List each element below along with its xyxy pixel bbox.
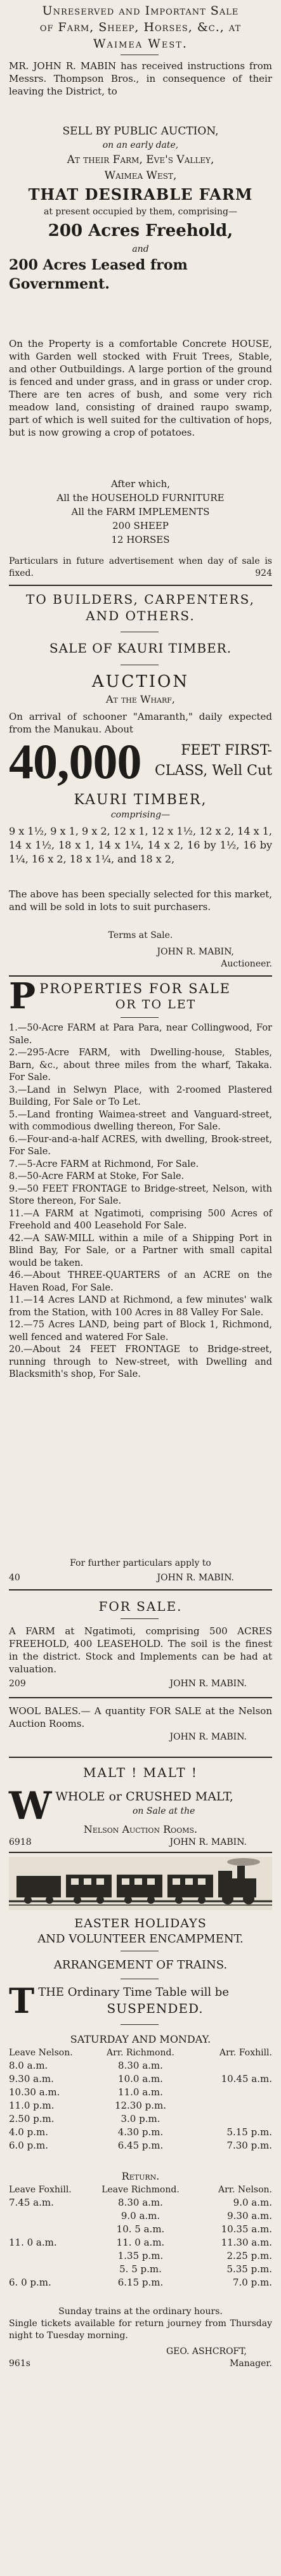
table-row bbox=[9, 2059, 272, 2072]
table-cell: 11. 0 a.m. bbox=[116, 2237, 165, 2248]
malt-line-2: on Sale at the bbox=[132, 1806, 195, 1816]
drop-cap: P bbox=[9, 975, 36, 1017]
table-cell: 11. 0 a.m. bbox=[9, 2237, 57, 2248]
builders-heading: TO BUILDERS, CARPENTERS, AND OTHERS. bbox=[26, 592, 255, 623]
malt-title: MALT ! MALT ! bbox=[83, 1765, 198, 1780]
properties-footer bbox=[9, 1558, 272, 1584]
table-cell: 2.50 p.m. bbox=[9, 2113, 55, 2124]
table-cell: 7.45 a.m. bbox=[9, 2197, 54, 2208]
table-row bbox=[9, 2263, 272, 2276]
table-cell: 11.0 a.m. bbox=[118, 2086, 163, 2098]
col-header: Arr. Richmond. bbox=[107, 2048, 174, 2058]
table-row bbox=[9, 2112, 272, 2126]
further-line: For further particulars apply to bbox=[70, 1558, 211, 1568]
forsale-heading bbox=[9, 1598, 272, 1615]
kauri-arrival bbox=[9, 710, 272, 736]
table-cell bbox=[185, 2099, 272, 2112]
arrival-text: On arrival of schooner "Amaranth," daily expected from the Manukau. About bbox=[9, 711, 272, 735]
list-item: 5.—Land fronting Waimea-street and Vanguard-street, with commodious dwelling thereon, For Sale. bbox=[9, 1109, 272, 1132]
kauri-sizes bbox=[9, 824, 272, 866]
list-item: 42.—A SAW-MILL within a mile of a Shipping Port in Blind Bay, For Sale, or a Partner with small capital would be taken. bbox=[9, 1233, 272, 1268]
agent-name: JOHN R. MABIN. bbox=[169, 1679, 247, 1689]
sale-lots bbox=[9, 477, 272, 547]
quantity-number: 40,000 bbox=[9, 734, 141, 789]
table-row bbox=[9, 2249, 272, 2263]
table-row bbox=[9, 2139, 272, 2152]
list-item: 11.—14 Acres LAND at Richmond, a few minutes' walk from the Station, with 100 Acres in 88 Valley For Sale. bbox=[9, 1295, 272, 1318]
kauri-quantity bbox=[9, 734, 272, 789]
table-row bbox=[9, 2086, 272, 2099]
table-cell: 2.25 p.m. bbox=[226, 2250, 272, 2261]
properties-list bbox=[9, 1022, 272, 1381]
trains-title: ARRANGEMENT OF TRAINS. bbox=[53, 1958, 228, 1972]
col-header: Leave Foxhill. bbox=[9, 2185, 72, 2195]
list-item: 1.—50-Acre FARM at Para Para, near Collingwood, For Sale. bbox=[9, 1023, 272, 1046]
days-heading: SATURDAY AND MONDAY. bbox=[70, 2033, 211, 2045]
table-row bbox=[9, 2072, 272, 2086]
property-desc bbox=[9, 337, 272, 439]
return-heading: Return. bbox=[121, 2170, 160, 2182]
kauri-timber bbox=[9, 791, 272, 821]
kauri-above bbox=[9, 888, 272, 913]
table-row bbox=[9, 2276, 272, 2289]
trains-heading bbox=[9, 1957, 272, 1974]
table-cell bbox=[185, 2112, 272, 2126]
table-cell: 9.30 a.m. bbox=[227, 2210, 272, 2221]
implements-line: All the FARM IMPLEMENTS bbox=[71, 506, 210, 517]
malt-line-3: Nelson Auction Rooms. bbox=[83, 1823, 198, 1835]
comprising-line: comprising— bbox=[110, 810, 171, 820]
divider bbox=[9, 1757, 272, 1758]
ref-number: 6918 bbox=[9, 1837, 32, 1847]
heading-line-2: of Farm, Sheep, Horses, &c., at bbox=[39, 20, 242, 34]
place-line: Waimea West, bbox=[104, 169, 177, 182]
list-item: 3.—Land in Selwyn Place, with 2-roomed Plastered Building, For Sale or To Let. bbox=[9, 1084, 272, 1107]
after-line: After which, bbox=[110, 478, 171, 490]
list-item: 7.—5-Acre FARM at Richmond, For Sale. bbox=[9, 1159, 199, 1169]
kauri-signature bbox=[9, 946, 272, 970]
heading-line-3: Waimea West. bbox=[93, 37, 188, 51]
col-header: Arr. Foxhill. bbox=[219, 2048, 272, 2058]
ref-number: 924 bbox=[255, 568, 272, 578]
list-item: 6.—Four-and-a-half ACRES, with dwelling, Brook-street, For Sale. bbox=[9, 1134, 272, 1157]
wool-text: WOOL BALES.— A quantity FOR SALE at the Nelson Auction Rooms. bbox=[9, 1705, 272, 1729]
list-item: 9.—50 FEET FRONTAGE to Bridge-street, Nelson, with Store thereon, For Sale. bbox=[9, 1183, 272, 1206]
table-cell: 6.45 p.m. bbox=[117, 2140, 164, 2151]
table-cell bbox=[9, 2263, 96, 2276]
properties-header bbox=[9, 975, 272, 1017]
table-cell: 7.0 p.m. bbox=[232, 2277, 272, 2288]
col-header: Leave Richmond. bbox=[101, 2185, 180, 2195]
occupied-line: at present occupied by them, comprising— bbox=[44, 207, 237, 217]
agent-name: JOHN R. MABIN. bbox=[157, 1573, 234, 1583]
malt-heading bbox=[9, 1764, 272, 1781]
forsale-body bbox=[9, 1625, 272, 1690]
sheep-line: 200 SHEEP bbox=[112, 520, 169, 531]
timetable-return bbox=[9, 2169, 272, 2289]
table-cell: 5.35 p.m. bbox=[226, 2263, 272, 2275]
timetable-outbound bbox=[9, 2032, 272, 2152]
table-cell: 10.35 a.m. bbox=[221, 2223, 272, 2235]
sizes-text: 9 x 1½, 9 x 1, 9 x 2, 12 x 1, 12 x 1½, 12 x 2, 14 x 1, 14 x 1½, 18 x 1, 14 x 1¼, 14 x 2, 16 by 1½, 16 by 1¼, 16 x 2, 18 x 1¼, and 18 x 2, bbox=[9, 825, 272, 865]
sale-header bbox=[9, 3, 272, 52]
easter-heading bbox=[9, 1915, 272, 1947]
table-cell bbox=[9, 2223, 96, 2236]
easter-footer bbox=[9, 2306, 272, 2370]
wool-ad bbox=[9, 1705, 272, 1743]
auction-heading: AUCTION bbox=[91, 672, 190, 691]
table-cell: 10.45 a.m. bbox=[221, 2073, 272, 2085]
kauri-sale bbox=[9, 639, 272, 657]
table-cell: 8.30 a.m. bbox=[118, 2060, 163, 2071]
col-header: Arr. Nelson. bbox=[218, 2185, 272, 2195]
table-cell bbox=[185, 2059, 272, 2072]
properties-title-1: PROPERTIES FOR SALE bbox=[39, 981, 231, 996]
easter-title-2: AND VOLUNTEER ENCAMPMENT. bbox=[37, 1932, 244, 1946]
list-item: 2.—295-Acre FARM, with Dwelling-house, Stables, Barn, &c., about three miles from the wharf, Takaka. For Sale. bbox=[9, 1048, 272, 1083]
easter-title-1: EASTER HOLIDAYS bbox=[74, 1916, 207, 1930]
notice-line-2: SUSPENDED. bbox=[107, 2001, 204, 2016]
table-cell: 5.15 p.m. bbox=[226, 2126, 272, 2138]
heading-line-1: Unreserved and Important Sale bbox=[42, 4, 239, 18]
list-item: 8.—50-Acre FARM at Stoke, For Sale. bbox=[9, 1171, 185, 1181]
list-item: 20.—About 24 FEET FRONTAGE to Bridge-street, running through to New-street, with Dwelling and Blacksmith's shop, For Sale. bbox=[9, 1344, 272, 1379]
timetable-notice bbox=[9, 1981, 272, 2021]
table-cell: 4.30 p.m. bbox=[117, 2126, 164, 2138]
ref-number: 961s bbox=[9, 2358, 30, 2369]
divider bbox=[9, 1697, 272, 1698]
divider bbox=[9, 585, 272, 586]
date-line: on an early date, bbox=[102, 140, 179, 150]
kauri-auction bbox=[9, 671, 272, 706]
properties-title-2: OR TO LET bbox=[115, 998, 197, 1012]
timber-heading: KAURI TIMBER, bbox=[74, 792, 207, 808]
table-header bbox=[9, 2184, 272, 2196]
table-cell bbox=[9, 2209, 96, 2223]
freehold-line: 200 Acres Freehold, bbox=[48, 221, 233, 240]
divider bbox=[121, 1017, 159, 1018]
particulars bbox=[9, 556, 272, 580]
table-cell: 1.35 p.m. bbox=[117, 2250, 164, 2261]
table-cell: 10.30 a.m. bbox=[9, 2086, 60, 2098]
feet-line-2: CLASS, Well Cut bbox=[154, 763, 272, 779]
table-cell: 9.0 a.m. bbox=[233, 2197, 272, 2208]
ref-number: 40 bbox=[9, 1573, 20, 1583]
list-item: 46.—About THREE-QUARTERS of an ACRE on the Haven Road, For Sale. bbox=[9, 1270, 272, 1293]
signer-title: Manager. bbox=[230, 2358, 272, 2369]
table-cell: 5. 5 p.m. bbox=[119, 2263, 162, 2275]
leased-line: 200 Acres Leased from Government. bbox=[9, 257, 188, 292]
col-header: Leave Nelson. bbox=[9, 2048, 73, 2058]
table-row bbox=[9, 2099, 272, 2112]
table-cell: 4.0 p.m. bbox=[9, 2126, 48, 2138]
malt-line-1: WHOLE or CRUSHED MALT, bbox=[55, 1790, 233, 1804]
wharf-line: At the Wharf, bbox=[105, 693, 175, 705]
table-cell: 7.30 p.m. bbox=[226, 2140, 272, 2151]
table-cell: 6.15 p.m. bbox=[117, 2277, 164, 2288]
table-cell bbox=[185, 2086, 272, 2099]
table-cell: 9.0 a.m. bbox=[121, 2210, 160, 2221]
auctioneer-title: Auctioneer. bbox=[221, 959, 272, 969]
divider bbox=[9, 1589, 272, 1590]
drop-cap: T bbox=[9, 1981, 35, 2021]
kauri-ad bbox=[9, 591, 272, 624]
table-cell: 12.30 p.m. bbox=[114, 2100, 167, 2111]
table-cell: 3.0 p.m. bbox=[121, 2113, 160, 2124]
kauri-sale-heading: SALE OF KAURI TIMBER. bbox=[49, 641, 232, 656]
list-item: 12.—75 Acres LAND, being part of Block 1, Richmond, well fenced and watered For Sale. bbox=[9, 1320, 272, 1343]
sunday-line: Sunday trains at the ordinary hours. bbox=[58, 2306, 223, 2317]
household-line: All the HOUSEHOLD FURNITURE bbox=[56, 492, 225, 504]
signer-name: GEO. ASHCROFT, bbox=[166, 2346, 247, 2357]
table-row bbox=[9, 2209, 272, 2223]
table-cell: 11.30 a.m. bbox=[221, 2237, 272, 2248]
table-row bbox=[9, 2236, 272, 2249]
table-cell: 9.30 a.m. bbox=[9, 2073, 54, 2085]
forsale-text: A FARM at Ngatimoti, comprising 500 ACRES FREEHOLD, 400 LEASEHOLD. The soil is the finest in the district. Stock and Implements can be had at valuation. bbox=[9, 1625, 272, 1675]
kauri-terms bbox=[9, 930, 272, 942]
table-row bbox=[9, 2223, 272, 2236]
divider bbox=[121, 1618, 159, 1619]
feet-line-1: FEET FIRST- bbox=[181, 743, 272, 758]
horses-line: 12 HORSES bbox=[111, 534, 170, 545]
divider bbox=[9, 975, 272, 977]
train-illustration bbox=[9, 1857, 272, 1910]
at-line: At their Farm, Eve's Valley, bbox=[67, 153, 214, 166]
malt-body bbox=[9, 1784, 272, 1849]
table-row bbox=[9, 2196, 272, 2209]
terms-line: Terms at Sale. bbox=[108, 930, 173, 940]
table-header bbox=[9, 2047, 272, 2059]
and-line: and bbox=[132, 244, 149, 254]
drop-cap: W bbox=[9, 1784, 52, 1828]
farm-line: THAT DESIRABLE FARM bbox=[28, 185, 253, 204]
forsale-title: FOR SALE. bbox=[98, 1599, 183, 1614]
tickets-line: Single tickets available for return journey from Thursday night to Tuesday morning. bbox=[9, 2319, 272, 2341]
table-cell: 10. 5 a.m. bbox=[116, 2223, 165, 2235]
ref-number: 209 bbox=[9, 1679, 26, 1689]
list-item: 11.—A FARM at Ngatimoti, comprising 500 Acres of Freehold and 400 Leasehold For Sale. bbox=[9, 1208, 272, 1231]
particulars-text: Particulars in future advertisement when day of sale is fixed. 924 bbox=[9, 556, 272, 578]
divider bbox=[121, 2024, 159, 2025]
above-text: The above has been specially selected for this market, and will be sold in lots to suit purchasers. bbox=[9, 888, 272, 913]
sell-line: SELL BY PUBLIC AUCTION, bbox=[62, 125, 219, 138]
intro-text: MR. JOHN R. MABIN has received instructions from Messrs. Thompson Bros., in consequence of their leaving the District, to bbox=[9, 60, 272, 97]
table-cell: 10.0 a.m. bbox=[118, 2073, 163, 2085]
table-cell: 8.0 a.m. bbox=[9, 2060, 48, 2071]
agent-name: JOHN R. MABIN. bbox=[169, 1732, 247, 1742]
table-row bbox=[9, 2126, 272, 2139]
divider bbox=[9, 1852, 272, 1853]
table-cell bbox=[9, 2249, 96, 2263]
agent-name: JOHN R. MABIN. bbox=[169, 1837, 247, 1847]
sale-intro bbox=[9, 60, 272, 98]
notice-line-1: THE Ordinary Time Table will be bbox=[38, 1986, 229, 1999]
desc-text: On the Property is a comfortable Concrete HOUSE, with Garden well stocked with Fruit Trees, Stable, and other Outbuildings. A large portion of the ground is fenced and under grass, and in grass or under crop. There are ten acres of bush, and some very rich meadow land, consisting of drained raupo swamp, part of which is well suited for the cultivation of hops, but is now growing a crop of potatoes. bbox=[9, 338, 272, 438]
auctioneer-name: JOHN R. MABIN, bbox=[157, 947, 234, 957]
table-cell: 8.30 a.m. bbox=[118, 2197, 163, 2208]
sale-details bbox=[9, 123, 272, 294]
table-cell: 11.0 p.m. bbox=[9, 2100, 55, 2111]
table-cell: 6.0 p.m. bbox=[9, 2140, 48, 2151]
table-cell: 6. 0 p.m. bbox=[9, 2277, 51, 2288]
